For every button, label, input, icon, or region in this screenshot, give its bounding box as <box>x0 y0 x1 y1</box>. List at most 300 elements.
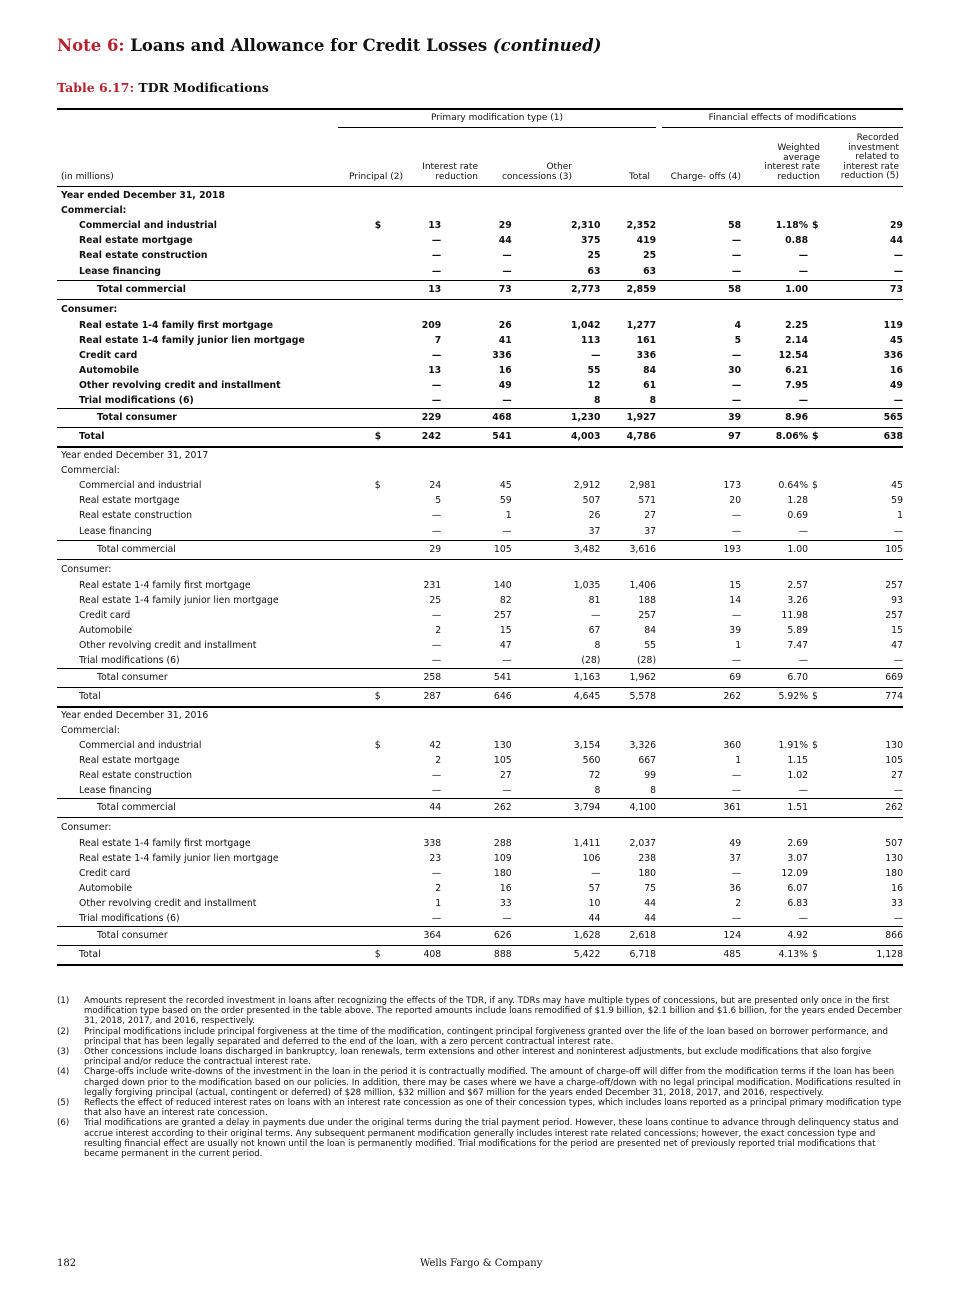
row-label: Automobile <box>79 625 133 636</box>
header-recorded <box>828 134 899 182</box>
weighted-average-cell: 0.64% <box>778 480 809 491</box>
recorded-investment-cell: 774 <box>825 688 903 708</box>
total-cell <box>600 707 656 723</box>
dollar-sign <box>375 300 387 319</box>
table-row <box>57 638 903 653</box>
dollar-sign <box>375 263 387 281</box>
other-concessions-cell: 12 <box>587 380 601 391</box>
table-row <box>57 836 903 851</box>
row-label: Real estate 1-4 family first mortgage <box>79 838 251 849</box>
dollar-sign <box>375 593 387 608</box>
interest-rate-cell <box>441 707 511 723</box>
other-concessions-cell: 1,035 <box>573 580 601 591</box>
interest-rate-cell: — <box>502 655 512 666</box>
dollar-sign <box>375 707 387 723</box>
chargeoffs-cell: 58 <box>656 281 741 300</box>
dollar-sign: $ <box>808 946 824 966</box>
other-concessions-cell <box>512 818 601 837</box>
other-concessions-cell: 26 <box>588 510 601 521</box>
other-concessions-cell: 10 <box>588 898 601 909</box>
interest-rate-cell: 47 <box>499 640 512 651</box>
row-label: Real estate 1-4 family junior lien mortgage <box>79 853 279 864</box>
other-concessions-cell: 106 <box>582 853 601 864</box>
interest-rate-cell: 41 <box>498 335 512 346</box>
footnote-number: (1) <box>57 996 70 1006</box>
principal-cell: — <box>431 655 442 666</box>
table-row <box>57 881 903 896</box>
principal-cell: 42 <box>429 740 442 751</box>
weighted-average-cell: 7.95 <box>785 380 809 391</box>
principal-cell: 7 <box>434 335 442 346</box>
total-cell: 8 <box>650 785 657 796</box>
weighted-average-cell: 8.96 <box>741 409 808 428</box>
dollar-sign <box>375 523 387 541</box>
total-cell: 63 <box>643 266 657 277</box>
weighted-average-cell: 6.83 <box>787 898 809 909</box>
recorded-investment-cell: — <box>893 526 903 537</box>
table-row <box>57 508 903 523</box>
chargeoffs-cell: — <box>731 610 742 621</box>
row-label: Real estate mortgage <box>79 235 193 246</box>
recorded-investment-cell: — <box>893 395 903 406</box>
table-row <box>57 688 903 708</box>
row-label: Real estate mortgage <box>79 495 180 506</box>
dollar-sign <box>808 203 824 218</box>
dollar-sign: $ <box>375 946 387 966</box>
dollar-sign <box>808 188 824 203</box>
principal-cell: 2 <box>435 755 442 766</box>
row-label: Trial modifications (6) <box>79 395 194 406</box>
recorded-investment-cell <box>825 447 903 463</box>
note-suffix: (continued) <box>492 36 602 55</box>
recorded-investment-cell: 59 <box>891 495 903 506</box>
table-row <box>57 707 903 723</box>
recorded-investment-cell: 1 <box>897 510 903 521</box>
other-concessions-cell: 8 <box>594 640 601 651</box>
table-row <box>57 541 903 560</box>
total-cell: 44 <box>644 913 657 924</box>
row-label: Lease financing <box>79 785 152 796</box>
row-label: Other revolving credit and installment <box>79 640 257 651</box>
principal-cell: — <box>431 610 442 621</box>
chargeoffs-cell: 36 <box>729 883 742 894</box>
weighted-average-cell: 1.28 <box>787 495 809 506</box>
table-title <box>57 80 269 95</box>
dollar-sign <box>375 463 387 478</box>
weighted-average-cell: 5.92% <box>741 688 808 708</box>
chargeoffs-cell: — <box>731 510 742 521</box>
dollar-sign <box>808 783 824 799</box>
dollar-sign <box>808 723 824 738</box>
recorded-investment-cell: — <box>893 266 903 277</box>
recorded-investment-cell: 16 <box>890 365 903 376</box>
interest-rate-cell: 105 <box>441 541 511 560</box>
other-concessions-cell: 375 <box>581 235 601 246</box>
group-header-primary: Primary modification type (1) <box>338 113 656 128</box>
table-row <box>57 493 903 508</box>
dollar-sign <box>808 348 824 363</box>
weighted-average-cell: 2.69 <box>787 838 809 849</box>
other-concessions-cell: 81 <box>588 595 601 606</box>
dollar-sign <box>375 866 387 881</box>
dollar-sign <box>375 560 387 579</box>
other-concessions-cell: — <box>591 610 601 621</box>
dollar-sign <box>808 799 824 818</box>
row-label: Consumer: <box>57 300 375 319</box>
chargeoffs-cell: — <box>731 235 742 246</box>
dollar-sign <box>808 818 824 837</box>
principal-cell <box>386 447 441 463</box>
table-row <box>57 363 903 378</box>
dollar-sign <box>808 911 824 927</box>
total-cell: 188 <box>638 595 657 606</box>
table-row <box>57 946 903 966</box>
weighted-average-cell: 3.26 <box>787 595 809 606</box>
total-cell: (28) <box>637 655 657 666</box>
dollar-sign <box>375 818 387 837</box>
weighted-average-cell: — <box>798 913 809 924</box>
table-row <box>57 669 903 688</box>
total-cell: 1,277 <box>626 320 657 331</box>
recorded-investment-cell: 45 <box>891 480 903 491</box>
dollar-sign <box>375 363 387 378</box>
chargeoffs-cell: 14 <box>729 595 742 606</box>
other-concessions-cell: 44 <box>588 913 601 924</box>
total-cell: 161 <box>636 335 657 346</box>
chargeoffs-cell: 37 <box>729 853 742 864</box>
table-row <box>57 409 903 428</box>
total-cell <box>600 300 656 319</box>
principal-cell: 229 <box>386 409 441 428</box>
total-cell: 5,578 <box>600 688 656 708</box>
table-row <box>57 578 903 593</box>
chargeoffs-cell: — <box>731 785 742 796</box>
recorded-investment-cell: 16 <box>891 883 903 894</box>
weighted-average-cell: 1.00 <box>741 281 808 300</box>
principal-cell: 1 <box>435 898 442 909</box>
principal-cell: 408 <box>386 946 441 966</box>
dollar-sign <box>808 333 824 348</box>
row-label: Total commercial <box>57 799 375 818</box>
chargeoffs-cell: 15 <box>729 580 742 591</box>
chargeoffs-cell: — <box>731 913 742 924</box>
recorded-investment-cell: 29 <box>890 220 903 231</box>
recorded-investment-cell: 1,128 <box>825 946 903 966</box>
dollar-sign <box>808 707 824 723</box>
dollar-sign: $ <box>375 688 387 708</box>
dollar-sign <box>808 541 824 560</box>
header-weighted <box>745 144 820 182</box>
table-row <box>57 203 903 218</box>
principal-cell: — <box>431 526 442 537</box>
row-label: Consumer: <box>57 560 375 579</box>
recorded-investment-cell <box>825 723 903 738</box>
weighted-average-cell: 4.92 <box>741 927 808 946</box>
interest-rate-cell: 44 <box>498 235 512 246</box>
row-label: Commercial: <box>61 725 120 736</box>
total-cell: 336 <box>636 350 657 361</box>
total-cell: 75 <box>644 883 657 894</box>
weighted-average-cell: 7.47 <box>787 640 809 651</box>
dollar-sign <box>808 447 824 463</box>
other-concessions-cell: 113 <box>581 335 601 346</box>
table-row <box>57 866 903 881</box>
other-concessions-cell: 3,482 <box>512 541 601 560</box>
recorded-investment-cell: — <box>893 250 903 261</box>
footnote <box>57 1098 903 1118</box>
footnote-number: (6) <box>57 1118 70 1129</box>
other-concessions-cell <box>512 203 601 218</box>
principal-cell: 231 <box>423 580 442 591</box>
other-concessions-cell: 67 <box>588 625 601 636</box>
principal-cell <box>386 818 441 837</box>
recorded-investment-cell: 257 <box>885 580 903 591</box>
principal-cell: — <box>431 380 442 391</box>
total-cell: 2,352 <box>626 220 657 231</box>
other-concessions-cell: — <box>591 350 601 361</box>
total-cell: 8 <box>649 395 657 406</box>
chargeoffs-cell <box>656 818 741 837</box>
chargeoffs-cell: — <box>731 770 742 781</box>
dollar-sign <box>808 836 824 851</box>
interest-rate-cell: 1 <box>505 510 512 521</box>
recorded-investment-cell <box>825 188 903 203</box>
dollar-sign <box>808 866 824 881</box>
weighted-average-cell: 1.91% <box>778 740 809 751</box>
header-weighted-line2: average <box>783 152 820 163</box>
company-name: Wells Fargo & Company <box>420 1258 543 1269</box>
chargeoffs-cell: — <box>731 526 742 537</box>
principal-cell: 13 <box>386 281 441 300</box>
table-title-text: TDR Modifications <box>138 80 269 95</box>
recorded-investment-cell: 47 <box>891 640 903 651</box>
row-label: Real estate construction <box>79 250 208 261</box>
dollar-sign <box>375 669 387 688</box>
recorded-investment-cell: 119 <box>883 320 903 331</box>
header-recorded-line3: related to <box>855 152 899 163</box>
total-cell: 667 <box>638 755 657 766</box>
total-cell <box>600 723 656 738</box>
recorded-investment-cell: — <box>893 655 903 666</box>
weighted-average-cell: 2.57 <box>787 580 809 591</box>
other-concessions-cell <box>512 707 601 723</box>
other-concessions-cell: 63 <box>587 266 601 277</box>
weighted-average-cell: 1.15 <box>787 755 809 766</box>
chargeoffs-cell: — <box>731 380 742 391</box>
other-concessions-cell: 1,628 <box>512 927 601 946</box>
other-concessions-cell <box>512 300 601 319</box>
weighted-average-cell: 12.09 <box>781 868 809 879</box>
principal-cell: — <box>431 640 442 651</box>
principal-cell: 5 <box>435 495 442 506</box>
row-label: Total <box>57 946 375 966</box>
weighted-average-cell: 1.00 <box>741 541 808 560</box>
principal-cell: — <box>431 235 442 246</box>
dollar-sign <box>808 753 824 768</box>
total-cell <box>600 560 656 579</box>
row-label: Other revolving credit and installment <box>79 380 281 391</box>
other-concessions-cell: 2,912 <box>573 480 601 491</box>
chargeoffs-cell: — <box>731 868 742 879</box>
table-top-rule <box>57 108 903 110</box>
total-cell: 44 <box>644 898 657 909</box>
row-label: Year ended December 31, 2018 <box>61 190 225 201</box>
total-cell: 27 <box>644 510 657 521</box>
other-concessions-cell: 8 <box>594 785 601 796</box>
header-other-line2: concessions (3) <box>501 171 572 182</box>
dollar-sign <box>808 393 824 409</box>
weighted-average-cell: 11.98 <box>781 610 809 621</box>
row-label: Commercial and industrial <box>79 220 217 231</box>
row-label: Consumer: <box>57 818 375 837</box>
interest-rate-cell: 541 <box>441 669 511 688</box>
dollar-sign <box>375 188 387 203</box>
chargeoffs-cell: 193 <box>656 541 741 560</box>
chargeoffs-cell <box>656 300 741 319</box>
row-label: Total consumer <box>57 409 375 428</box>
recorded-investment-cell: 638 <box>825 428 903 448</box>
principal-cell: — <box>431 266 442 277</box>
other-concessions-cell <box>512 723 601 738</box>
interest-rate-cell <box>441 463 511 478</box>
principal-cell: — <box>431 868 442 879</box>
total-cell: 2,859 <box>600 281 656 300</box>
header-total: Total <box>628 172 650 182</box>
other-concessions-cell: 3,794 <box>512 799 601 818</box>
total-cell: 6,718 <box>600 946 656 966</box>
table-row <box>57 723 903 738</box>
chargeoffs-cell: — <box>731 655 742 666</box>
dollar-sign <box>375 493 387 508</box>
total-cell <box>600 447 656 463</box>
footnote-text: Other concessions include loans discharged in bankruptcy, loan renewals, term extensions and other interest and noninterest adjustments, but exclude modifications that also forgive principal and/or reduce the contractual interest rate. <box>84 1047 872 1068</box>
interest-rate-cell: 109 <box>493 853 512 864</box>
principal-cell: 287 <box>386 688 441 708</box>
chargeoffs-cell <box>656 463 741 478</box>
dollar-sign: $ <box>808 688 824 708</box>
principal-cell: 209 <box>421 320 442 331</box>
total-cell <box>600 818 656 837</box>
table-row <box>57 281 903 300</box>
recorded-investment-cell: 33 <box>891 898 903 909</box>
weighted-average-cell: 2.14 <box>785 335 809 346</box>
interest-rate-cell <box>441 723 511 738</box>
chargeoffs-cell: 485 <box>656 946 741 966</box>
chargeoffs-cell <box>656 560 741 579</box>
interest-rate-cell: — <box>502 785 512 796</box>
footnote <box>57 1047 903 1067</box>
principal-cell <box>386 560 441 579</box>
footnote-number: (5) <box>57 1098 70 1109</box>
chargeoffs-cell: 5 <box>734 335 742 346</box>
table-row <box>57 523 903 541</box>
weighted-average-cell: 0.69 <box>787 510 809 521</box>
principal-cell: — <box>431 395 442 406</box>
dollar-sign <box>808 896 824 911</box>
header-principal: Principal (2) <box>349 172 403 182</box>
recorded-investment-cell: 669 <box>825 669 903 688</box>
recorded-investment-cell: 257 <box>885 610 903 621</box>
dollar-sign <box>375 768 387 783</box>
row-label: Real estate 1-4 family junior lien mortgage <box>79 335 305 346</box>
table-row <box>57 447 903 463</box>
recorded-investment-cell: 15 <box>891 625 903 636</box>
dollar-sign <box>808 523 824 541</box>
row-label: Real estate 1-4 family junior lien mortgage <box>79 595 279 606</box>
recorded-investment-cell: 45 <box>890 335 903 346</box>
row-label: Commercial: <box>61 205 127 216</box>
header-recorded-line5: reduction (5) <box>840 171 899 182</box>
dollar-sign <box>808 409 824 428</box>
total-cell: 180 <box>638 868 657 879</box>
dollar-sign <box>375 248 387 263</box>
row-label: Total commercial <box>57 541 375 560</box>
chargeoffs-cell <box>656 723 741 738</box>
dollar-sign <box>808 363 824 378</box>
dollar-sign <box>375 896 387 911</box>
total-cell: 61 <box>643 380 657 391</box>
header-interest-rate <box>400 163 478 182</box>
chargeoffs-cell <box>656 447 741 463</box>
interest-rate-cell: 33 <box>499 898 512 909</box>
chargeoffs-cell: 69 <box>656 669 741 688</box>
table-row <box>57 818 903 837</box>
total-cell: 4,786 <box>600 428 656 448</box>
dollar-sign: $ <box>812 480 818 491</box>
table-row <box>57 608 903 623</box>
interest-rate-cell: 73 <box>441 281 511 300</box>
chargeoffs-cell <box>656 203 741 218</box>
other-concessions-cell: 1,042 <box>571 320 601 331</box>
total-cell: 84 <box>644 625 657 636</box>
chargeoffs-cell: 39 <box>729 625 742 636</box>
row-label: Commercial and industrial <box>79 480 202 491</box>
interest-rate-cell: 49 <box>498 380 512 391</box>
weighted-average-cell <box>741 300 808 319</box>
other-concessions-cell: 4,645 <box>512 688 601 708</box>
chargeoffs-cell: — <box>731 266 742 277</box>
chargeoffs-cell <box>656 188 741 203</box>
recorded-investment-cell <box>825 203 903 218</box>
interest-rate-cell: 626 <box>441 927 511 946</box>
total-cell <box>600 203 656 218</box>
dollar-sign: $ <box>374 220 382 231</box>
weighted-average-cell <box>741 707 808 723</box>
recorded-investment-cell <box>825 707 903 723</box>
header-weighted-line1: Weighted <box>777 143 820 153</box>
dollar-sign <box>375 753 387 768</box>
dollar-sign <box>375 623 387 638</box>
table-row <box>57 768 903 783</box>
note-title <box>57 36 601 55</box>
recorded-investment-cell: 336 <box>883 350 903 361</box>
recorded-investment-cell: 507 <box>885 838 903 849</box>
dollar-sign <box>375 333 387 348</box>
table-row <box>57 896 903 911</box>
interest-rate-cell: 888 <box>441 946 511 966</box>
dollar-sign <box>808 768 824 783</box>
tdr-table-body <box>57 188 903 965</box>
weighted-average-cell: 5.89 <box>787 625 809 636</box>
table-row <box>57 463 903 478</box>
interest-rate-cell: — <box>502 526 512 537</box>
weighted-average-cell: 8.06% <box>741 428 808 448</box>
total-cell: 1,927 <box>600 409 656 428</box>
header-recorded-line4: interest rate <box>843 161 899 172</box>
other-concessions-cell: 57 <box>588 883 601 894</box>
dollar-sign <box>375 409 387 428</box>
recorded-investment-cell: 130 <box>885 853 903 864</box>
